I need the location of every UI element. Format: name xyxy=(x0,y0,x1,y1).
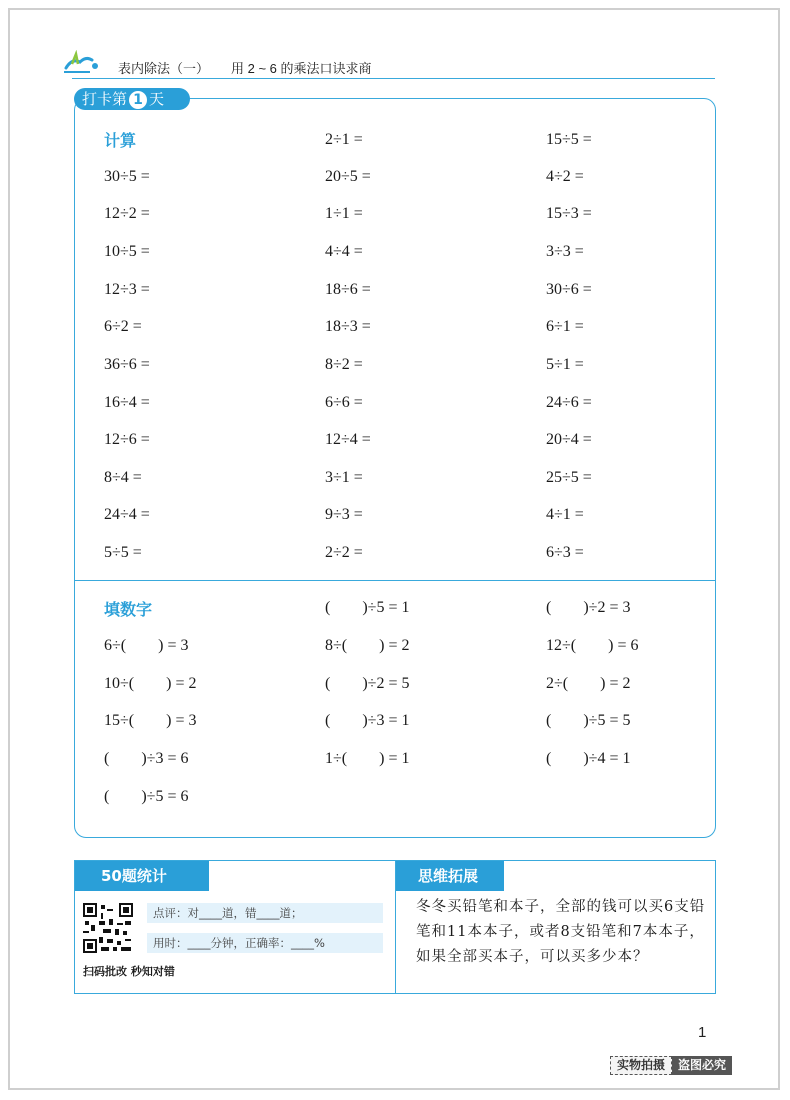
calc-problem: 12÷2 = xyxy=(104,205,150,222)
header-subtitle: 用 2 ~ 6 的乘法口诀求商 xyxy=(231,61,372,76)
calc-problem: 5÷5 = xyxy=(104,544,142,561)
extension-title: 思维拓展 xyxy=(396,861,504,891)
calc-problem: 8÷2 = xyxy=(325,356,363,373)
calc-problem: 15÷5 = xyxy=(546,131,592,148)
calc-problem: 6÷2 = xyxy=(104,318,142,335)
page-header xyxy=(72,58,715,79)
calc-problem: 4÷2 = xyxy=(546,168,584,185)
stamp-right: 盗图必究 xyxy=(672,1056,732,1075)
calc-problem: 4÷1 = xyxy=(546,506,584,523)
calc-problem: 24÷4 = xyxy=(104,506,150,523)
calc-problem: 30÷5 = xyxy=(104,168,150,185)
calc-problem: 1÷1 = xyxy=(325,205,363,222)
stamp-left: 实物拍摄 xyxy=(610,1056,672,1075)
calc-problem: 6÷6 = xyxy=(325,394,363,411)
fill-problem: ( )÷2 = 5 xyxy=(325,675,410,692)
header-title: 表内除法（一） xyxy=(118,61,210,76)
fill-problem: ( )÷5 = 5 xyxy=(546,712,631,729)
calc-problem: 8÷4 = xyxy=(104,469,142,486)
badge-suffix: 天 xyxy=(149,90,165,108)
fill-problem: 1÷( ) = 1 xyxy=(325,750,410,767)
fill-problem: ( )÷2 = 3 xyxy=(546,599,631,616)
calc-problem: 16÷4 = xyxy=(104,394,150,411)
calc-problem: 20÷4 = xyxy=(546,431,592,448)
fill-problem: 2÷( ) = 2 xyxy=(546,675,631,692)
calc-problem: 9÷3 = xyxy=(325,506,363,523)
section-divider xyxy=(74,580,716,581)
calc-problem: 15÷3 = xyxy=(546,205,592,222)
calc-problem: 2÷2 = xyxy=(325,544,363,561)
stats-box xyxy=(74,860,396,994)
calc-problem: 4÷4 = xyxy=(325,243,363,260)
calc-problem: 2÷1 = xyxy=(325,131,363,148)
stats-title: 50题统计 xyxy=(75,861,209,891)
badge-prefix: 打卡第 xyxy=(82,90,128,108)
calc-problem: 18÷6 = xyxy=(325,281,371,298)
fill-problem: ( )÷3 = 1 xyxy=(325,712,410,729)
fill-problem: ( )÷3 = 6 xyxy=(104,750,189,767)
calc-problem: 12÷4 = xyxy=(325,431,371,448)
calc-problem: 18÷3 = xyxy=(325,318,371,335)
comment-line: 点评：对____道，错____道； xyxy=(147,903,383,923)
fill-problem: 15÷( ) = 3 xyxy=(104,712,197,729)
watermark-stamp xyxy=(610,1056,732,1075)
calc-problem: 6÷1 = xyxy=(546,318,584,335)
qr-code-icon[interactable] xyxy=(83,903,133,953)
calc-problem: 5÷1 = xyxy=(546,356,584,373)
fill-problem: ( )÷4 = 1 xyxy=(546,750,631,767)
fill-problem: ( )÷5 = 1 xyxy=(325,599,410,616)
fill-problem: 8÷( ) = 2 xyxy=(325,637,410,654)
calc-problem: 30÷6 = xyxy=(546,281,592,298)
book-logo-icon xyxy=(62,50,102,76)
calc-problem: 6÷3 = xyxy=(546,544,584,561)
page-number: 1 xyxy=(698,1024,707,1041)
extension-box xyxy=(395,860,716,994)
calc-problem: 36÷6 = xyxy=(104,356,150,373)
word-problem-text: 冬冬买铅笔和本子，全部的钱可以买6支铅笔和11本本子，或者8支铅笔和7本本子，如果全部买本子，可以买多少本？ xyxy=(416,899,706,965)
calc-section-title: 计算 xyxy=(104,131,137,150)
calc-problem: 25÷5 = xyxy=(546,469,592,486)
calc-problem: 12÷3 = xyxy=(104,281,150,298)
calc-problem: 20÷5 = xyxy=(325,168,371,185)
calc-problem: 3÷1 = xyxy=(325,469,363,486)
badge-day-number: 1 xyxy=(129,91,147,109)
fill-problem: 12÷( ) = 6 xyxy=(546,637,639,654)
calc-problem: 10÷5 = xyxy=(104,243,150,260)
checkin-badge xyxy=(74,88,190,110)
time-accuracy-line: 用时：____分钟，正确率：____% xyxy=(147,933,383,953)
fill-problem: 6÷( ) = 3 xyxy=(104,637,189,654)
calc-problem: 12÷6 = xyxy=(104,431,150,448)
fill-section-title: 填数字 xyxy=(104,600,153,619)
header-title-row xyxy=(118,58,372,77)
calc-problem: 3÷3 = xyxy=(546,243,584,260)
fill-problem: 10÷( ) = 2 xyxy=(104,675,197,692)
qr-caption: 扫码批改 秒知对错 xyxy=(83,965,175,978)
calc-problem: 24÷6 = xyxy=(546,394,592,411)
fill-problem: ( )÷5 = 6 xyxy=(104,788,189,805)
